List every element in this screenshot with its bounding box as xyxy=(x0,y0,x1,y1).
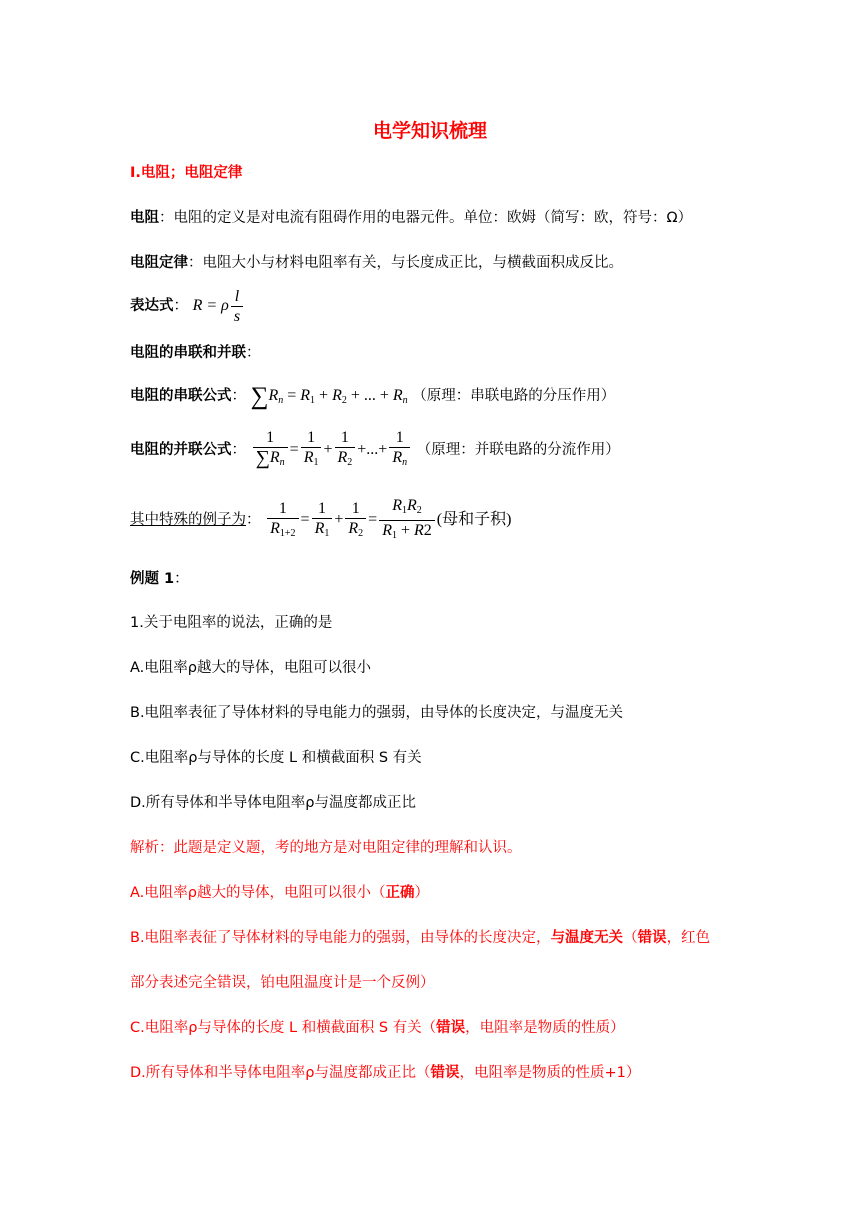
parallel-formula-label: 电阻的并联公式 xyxy=(130,442,232,458)
series-formula-label: 电阻的串联公式 xyxy=(130,388,232,404)
special-case-math: $\frac{1}{R_{1+2}}$ = $\frac{1}{R_1}$ + $\frac{1}{R_2}$ = $\frac{R_1R_2}{R_1 + R2}$ xyxy=(265,511,437,528)
analysis-b-paren: （ xyxy=(623,930,638,946)
question-option-c: C.电阻率ρ与导体的长度 L 和横截面积 S 有关 xyxy=(130,750,422,766)
analysis-d-rest: ，电阻率是物质的性质+1） xyxy=(459,1065,641,1081)
series-parallel-colon: ： xyxy=(246,345,261,361)
question-option-d: D.所有导体和半导体电阻率ρ与温度都成正比 xyxy=(130,795,416,811)
analysis-b-verdict: 错误 xyxy=(637,930,667,946)
special-case-note: (母和子积) xyxy=(436,511,512,529)
analysis-c-verdict: 错误 xyxy=(436,1020,466,1036)
example-heading xyxy=(130,569,189,589)
series-formula-math: $\sum R_n = R_1 + R_2$ + ... + $R_n$ xyxy=(250,383,408,410)
analysis-a-verdict: 正确 xyxy=(385,885,415,901)
law-text: ：电阻大小与材料电阻率有关，与长度成正比，与横截面积成反比。 xyxy=(188,255,623,271)
resistance-text: ：电阻的定义是对电流有阻碍作用的电器元件。单位：欧姆（简写：欧，符号：Ω） xyxy=(159,210,693,226)
resistance-law xyxy=(130,253,623,273)
analysis-b xyxy=(130,928,710,948)
expression-line xyxy=(130,286,245,326)
example-colon: ： xyxy=(174,571,189,587)
analysis-b-line2: 部分表述完全错误，铂电阻温度计是一个反例） xyxy=(130,975,435,991)
resistance-definition xyxy=(130,208,692,228)
special-case-label: 其中特殊的例子为 xyxy=(130,512,246,529)
resistance-label: 电阻 xyxy=(130,210,159,226)
parallel-formula-line xyxy=(130,428,620,472)
expression-colon: ： xyxy=(173,298,188,314)
series-formula-line xyxy=(130,382,615,415)
analysis-c-rest: ，电阻率是物质的性质） xyxy=(465,1020,625,1036)
law-label: 电阻定律 xyxy=(130,255,188,271)
expression-denominator: s xyxy=(233,307,241,325)
parallel-formula-math: $\frac{1}{\sum R_n}$ = $\frac{1}{R_1}$ + $\frac{1}{R_2}$ +...+ $\frac{1}{R_n}$ xyxy=(251,441,413,458)
analysis-b-highlight: 与温度无关 xyxy=(550,930,624,946)
analysis-a xyxy=(130,883,429,903)
expression-label: 表达式 xyxy=(130,298,174,314)
series-parallel-label: 电阻的串联和并联 xyxy=(130,345,246,361)
parallel-formula-colon: ： xyxy=(231,442,246,458)
analysis-d-verdict: 错误 xyxy=(430,1065,460,1081)
series-formula-note: （原理：串联电路的分压作用） xyxy=(412,388,616,404)
special-case-colon: ： xyxy=(246,512,261,529)
question-option-b: B.电阻率表征了导体材料的导电能力的强弱，由导体的长度决定，与温度无关 xyxy=(130,705,624,721)
analysis-c-text: C.电阻率ρ与导体的长度 L 和横截面积 S 有关（ xyxy=(130,1020,437,1036)
analysis-a-end: ） xyxy=(414,885,429,901)
expression-fraction xyxy=(231,287,243,326)
section-heading: Ⅰ.电阻；电阻定律 xyxy=(130,165,243,181)
analysis-c xyxy=(130,1018,625,1038)
page-title: 电学知识梳理 xyxy=(372,120,487,142)
special-case-line xyxy=(130,496,511,545)
question-stem: 1.关于电阻率的说法，正确的是 xyxy=(130,615,333,631)
analysis-b-rest: ，红色 xyxy=(666,930,711,946)
question-option-a: A.电阻率ρ越大的导体，电阻可以很小 xyxy=(130,660,371,676)
series-parallel-heading xyxy=(130,343,261,363)
series-formula-colon: ： xyxy=(231,388,246,404)
analysis-d-text: D.所有导体和半导体电阻率ρ与温度都成正比（ xyxy=(130,1065,431,1081)
expression-numerator: l xyxy=(231,287,243,307)
analysis-b-text: B.电阻率表征了导体材料的导电能力的强弱，由导体的长度决定， xyxy=(130,930,551,946)
analysis-a-text: A.电阻率ρ越大的导体，电阻可以很小（ xyxy=(130,885,386,901)
example-label: 例题 1 xyxy=(130,571,175,587)
parallel-formula-note: （原理：并联电路的分流作用） xyxy=(416,442,620,458)
analysis-intro: 解析：此题是定义题，考的地方是对电阻定律的理解和认识。 xyxy=(130,840,522,856)
analysis-d xyxy=(130,1063,640,1083)
expression-lhs: R = ρ xyxy=(192,297,229,314)
